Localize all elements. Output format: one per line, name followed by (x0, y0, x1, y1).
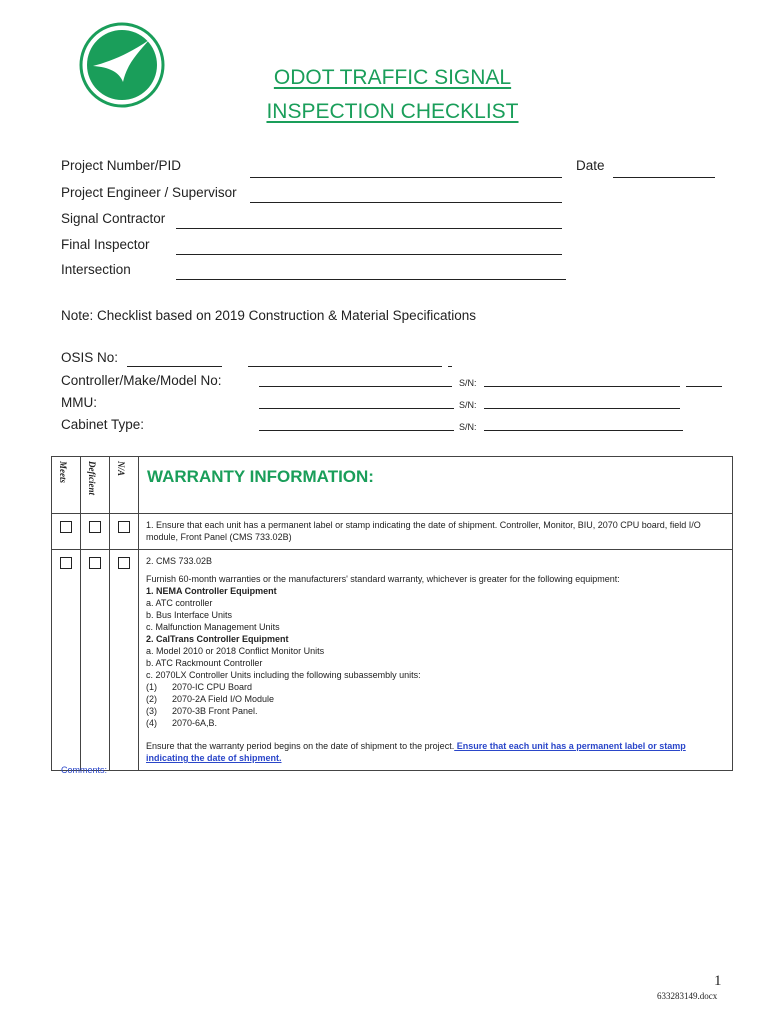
column-header-deficient: Deficient (81, 457, 110, 514)
final-inspector-label: Final Inspector (61, 237, 150, 252)
table-header-row (52, 457, 733, 514)
comments-label: Comments: (61, 765, 108, 775)
warranty-closing: Ensure that the warranty period begins on the date of shipment to the project. Ensure that each unit has a permanent label or stamp indicating the date of shipment. (146, 741, 686, 763)
page-number: 1 (714, 973, 722, 989)
controller-field[interactable] (259, 386, 452, 387)
checklist-table (51, 456, 733, 771)
checklist-item-1: 1. Ensure that each unit has a permanent label or stamp indicating the date of shipment. Controller, Monitor, BIU, 2070 CPU board, field I/O module, Front Panel (CMS 733.02B) (139, 514, 733, 550)
na-checkbox[interactable] (118, 521, 130, 533)
subassembly-4: (4) 2070-6A,B. (146, 718, 218, 728)
cabinet-field[interactable] (259, 430, 454, 431)
document-filename: 633283149.docx (657, 991, 718, 1001)
caltrans-c: c. 2070LX Controller Units including the following subassembly units: (146, 670, 421, 680)
column-header-meets: Meets (52, 457, 81, 514)
nema-a: a. ATC controller (146, 598, 213, 608)
subassembly-3: (3) 2070-3B Front Panel. (146, 706, 258, 716)
osis-label: OSIS No: (61, 350, 119, 365)
controller-sn-field[interactable] (484, 386, 680, 387)
mmu-sn-label: S/N: (459, 400, 477, 410)
intersection-field[interactable] (176, 279, 566, 280)
cabinet-label: Cabinet Type: (61, 417, 145, 432)
cabinet-sn-field[interactable] (484, 430, 683, 431)
warranty-heading: WARRANTY INFORMATION: (139, 457, 733, 514)
nema-c: c. Malfunction Management Units (146, 622, 280, 632)
nema-b: b. Bus Interface Units (146, 610, 233, 620)
meets-checkbox[interactable] (60, 557, 72, 569)
date-field[interactable] (613, 177, 715, 178)
item-2-intro: Furnish 60-month warranties or the manufacturers' standard warranty, whichever is greater for the following equipment: (146, 574, 620, 584)
specifications-note: Note: Checklist based on 2019 Construction & Material Specifications (61, 308, 476, 323)
title-line-1: ODOT TRAFFIC SIGNAL (273, 66, 512, 89)
osis-field-2[interactable] (248, 366, 442, 367)
permanent-label-link[interactable]: Ensure that each unit has a permanent label or stamp indicating the date of shipment. (146, 741, 686, 763)
deficient-checkbox[interactable] (89, 521, 101, 533)
signal-contractor-field[interactable] (176, 228, 562, 229)
na-checkbox[interactable] (118, 557, 130, 569)
title-line-2: INSPECTION CHECKLIST (266, 100, 519, 123)
deficient-cell (81, 514, 110, 550)
table-row (52, 550, 733, 771)
na-cell (110, 550, 139, 771)
table-row (52, 514, 733, 550)
osis-field-3 (448, 366, 452, 367)
subassembly-1: (1) 2070-IC CPU Board (146, 682, 253, 692)
final-inspector-field[interactable] (176, 254, 562, 255)
controller-extra-field[interactable] (686, 386, 722, 387)
osis-field-1[interactable] (127, 366, 222, 367)
nema-title: 1. NEMA Controller Equipment (146, 586, 277, 596)
intersection-label: Intersection (61, 262, 131, 277)
date-label: Date (576, 158, 605, 173)
odot-logo (79, 22, 165, 108)
meets-cell (52, 514, 81, 550)
controller-label: Controller/Make/Model No: (61, 373, 222, 388)
project-number-field[interactable] (250, 177, 562, 178)
mmu-sn-field[interactable] (484, 408, 680, 409)
cabinet-sn-label: S/N: (459, 422, 477, 432)
caltrans-b: b. ATC Rackmount Controller (146, 658, 263, 668)
meets-checkbox[interactable] (60, 521, 72, 533)
meets-cell (52, 550, 81, 771)
project-engineer-field[interactable] (250, 202, 562, 203)
column-header-na: N/A (110, 457, 139, 514)
subassembly-2: (2) 2070-2A Field I/O Module (146, 694, 275, 704)
mmu-label: MMU: (61, 395, 97, 410)
na-cell (110, 514, 139, 550)
project-number-label: Project Number/PID (61, 158, 182, 173)
deficient-checkbox[interactable] (89, 557, 101, 569)
project-engineer-label: Project Engineer / Supervisor (61, 185, 237, 200)
checklist-item-2 (139, 550, 733, 771)
caltrans-a: a. Model 2010 or 2018 Conflict Monitor Units (146, 646, 325, 656)
deficient-cell (81, 550, 110, 771)
signal-contractor-label: Signal Contractor (61, 211, 166, 226)
controller-sn-label: S/N: (459, 378, 477, 388)
mmu-field[interactable] (259, 408, 454, 409)
item-2-title: 2. CMS 733.02B (146, 556, 213, 566)
caltrans-title: 2. CalTrans Controller Equipment (146, 634, 289, 644)
